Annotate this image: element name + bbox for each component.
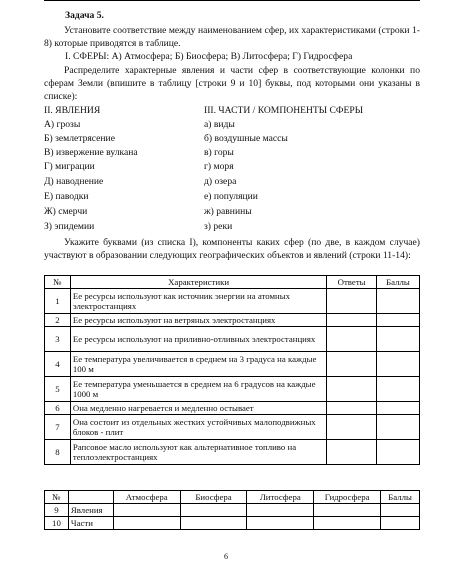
- col-header-points: Баллы: [376, 276, 419, 289]
- table-row: [45, 415, 420, 440]
- answer-cell[interactable]: [327, 314, 377, 327]
- answer-cell[interactable]: [327, 440, 377, 465]
- points-cell[interactable]: [376, 402, 419, 415]
- spheres-line: I. СФЕРЫ: А) Атмосфера; Б) Биосфера; В) Литосфера; Г) Гидросфера: [65, 51, 353, 62]
- list-item: б) воздушные массы: [204, 133, 288, 144]
- page-number: 6: [224, 552, 228, 561]
- row-number: 10: [45, 517, 69, 530]
- list-item: Ж) смерчи: [44, 206, 88, 217]
- points-cell[interactable]: [376, 352, 419, 377]
- col-header-answers: Ответы: [327, 276, 377, 289]
- row-text: Она медленно нагревается и медленно остывает: [70, 402, 326, 415]
- row-text: Ее ресурсы используют как источник энергии на атомных электростанциях: [70, 289, 326, 314]
- table-row: [45, 352, 420, 377]
- table-row: [45, 440, 420, 465]
- row-text: Ее ресурсы используют на ветряных электростанциях: [70, 314, 326, 327]
- points-cell[interactable]: [376, 314, 419, 327]
- list-item: Д) наводнение: [44, 176, 104, 187]
- list-item: ж) равнины: [204, 206, 252, 217]
- points-cell[interactable]: [376, 415, 419, 440]
- list-item: з) реки: [204, 221, 233, 232]
- table-row: [45, 314, 420, 327]
- answer-cell[interactable]: [113, 504, 180, 517]
- points-cell[interactable]: [376, 327, 419, 352]
- answer-cell[interactable]: [327, 402, 377, 415]
- table-row: [45, 402, 420, 415]
- row-number: 9: [45, 504, 69, 517]
- row-number: 8: [45, 440, 71, 465]
- row-text: Рапсовое масло используют как альтернативное топливо на теплоэлектростанциях: [70, 440, 326, 465]
- answer-cell[interactable]: [113, 517, 180, 530]
- col-header-lithosphere: Литосфера: [247, 491, 314, 504]
- col-header-points: Баллы: [381, 491, 420, 504]
- points-cell[interactable]: [376, 289, 419, 314]
- intro-paragraph: Установите соответствие между наименованием сфер, их характеристиками (строки 1-8) которые приводятся в таблице.: [44, 25, 420, 49]
- answer-cell[interactable]: [314, 504, 381, 517]
- points-cell[interactable]: [376, 377, 419, 402]
- answer-cell[interactable]: [327, 377, 377, 402]
- answer-cell[interactable]: [247, 504, 314, 517]
- answer-cell[interactable]: [314, 517, 381, 530]
- table-row: [45, 517, 420, 530]
- col-header-atmosphere: Атмосфера: [113, 491, 180, 504]
- row-text: Ее ресурсы используют на приливно-отливных электростанциях: [70, 327, 326, 352]
- answer-cell[interactable]: [180, 504, 247, 517]
- list-item: Г) миграции: [44, 161, 95, 172]
- col-header-number: №: [45, 276, 71, 289]
- phenomena-header: II. ЯВЛЕНИЯ: [44, 105, 101, 116]
- answer-cell[interactable]: [180, 517, 247, 530]
- list-item: д) озера: [204, 176, 237, 187]
- row-text: Ее температура уменьшается в среднем на 6 градусов на каждые 1000 м: [70, 377, 326, 402]
- row-number: 1: [45, 289, 71, 314]
- col-header-hydrosphere: Гидросфера: [314, 491, 381, 504]
- col-header-blank: [68, 491, 113, 504]
- col-header-biosphere: Биосфера: [180, 491, 247, 504]
- top-rule: [44, 0, 420, 1]
- row-text: Ее температура увеличивается в среднем на 3 градуса на каждые 100 м: [70, 352, 326, 377]
- answer-cell[interactable]: [247, 517, 314, 530]
- table-row: [45, 289, 420, 314]
- row-number: 3: [45, 327, 71, 352]
- task-title: Задача 5.: [65, 10, 104, 21]
- col-header-characteristics: Характеристики: [70, 276, 326, 289]
- answer-cell[interactable]: [327, 352, 377, 377]
- row-number: 4: [45, 352, 71, 377]
- table-row: [45, 377, 420, 402]
- row-label: Явления: [68, 504, 113, 517]
- table-row: [45, 504, 420, 517]
- col-header-number: №: [45, 491, 69, 504]
- row-number: 6: [45, 402, 71, 415]
- list-item: З) эпидемии: [44, 221, 95, 232]
- row-number: 2: [45, 314, 71, 327]
- table-header-row: [45, 491, 420, 504]
- row-text: Она состоит из отдельных жестких устойчивых малоподвижных блоков - плит: [70, 415, 326, 440]
- list-item: в) горы: [204, 147, 234, 158]
- table-row: [45, 327, 420, 352]
- points-cell[interactable]: [381, 517, 420, 530]
- list-item: Е) паводки: [44, 191, 89, 202]
- list-item: а) виды: [204, 119, 235, 130]
- row-number: 5: [45, 377, 71, 402]
- parts-header: III. ЧАСТИ / КОМПОНЕНТЫ СФЕРЫ: [204, 105, 364, 116]
- instruction-paragraph: Распределите характерные явления и части сфер в соответствующие колонки по сферам Земли (впишите в таблицу [строки 9 и 10] буквы, под которыми они указаны в списке):: [44, 65, 420, 102]
- list-item: В) извержение вулкана: [44, 147, 138, 158]
- list-item: Б) землетрясение: [44, 133, 115, 144]
- list-item: А) грозы: [44, 119, 81, 130]
- points-cell[interactable]: [376, 440, 419, 465]
- answer-cell[interactable]: [327, 327, 377, 352]
- row-label: Части: [68, 517, 113, 530]
- list-item: е) популяции: [204, 191, 258, 202]
- list-item: г) моря: [204, 161, 234, 172]
- answer-cell[interactable]: [327, 415, 377, 440]
- spheres-table: [44, 490, 420, 530]
- row-number: 7: [45, 415, 71, 440]
- points-cell[interactable]: [381, 504, 420, 517]
- instruction2-paragraph: Укажите буквами (из списка I), компоненты каких сфер (по две, в каждом случае) участвуют в образовании следующих географических объектов и явлений (строки 11-14):: [44, 237, 420, 261]
- characteristics-table: [44, 275, 420, 465]
- answer-cell[interactable]: [327, 289, 377, 314]
- table-header-row: [45, 276, 420, 289]
